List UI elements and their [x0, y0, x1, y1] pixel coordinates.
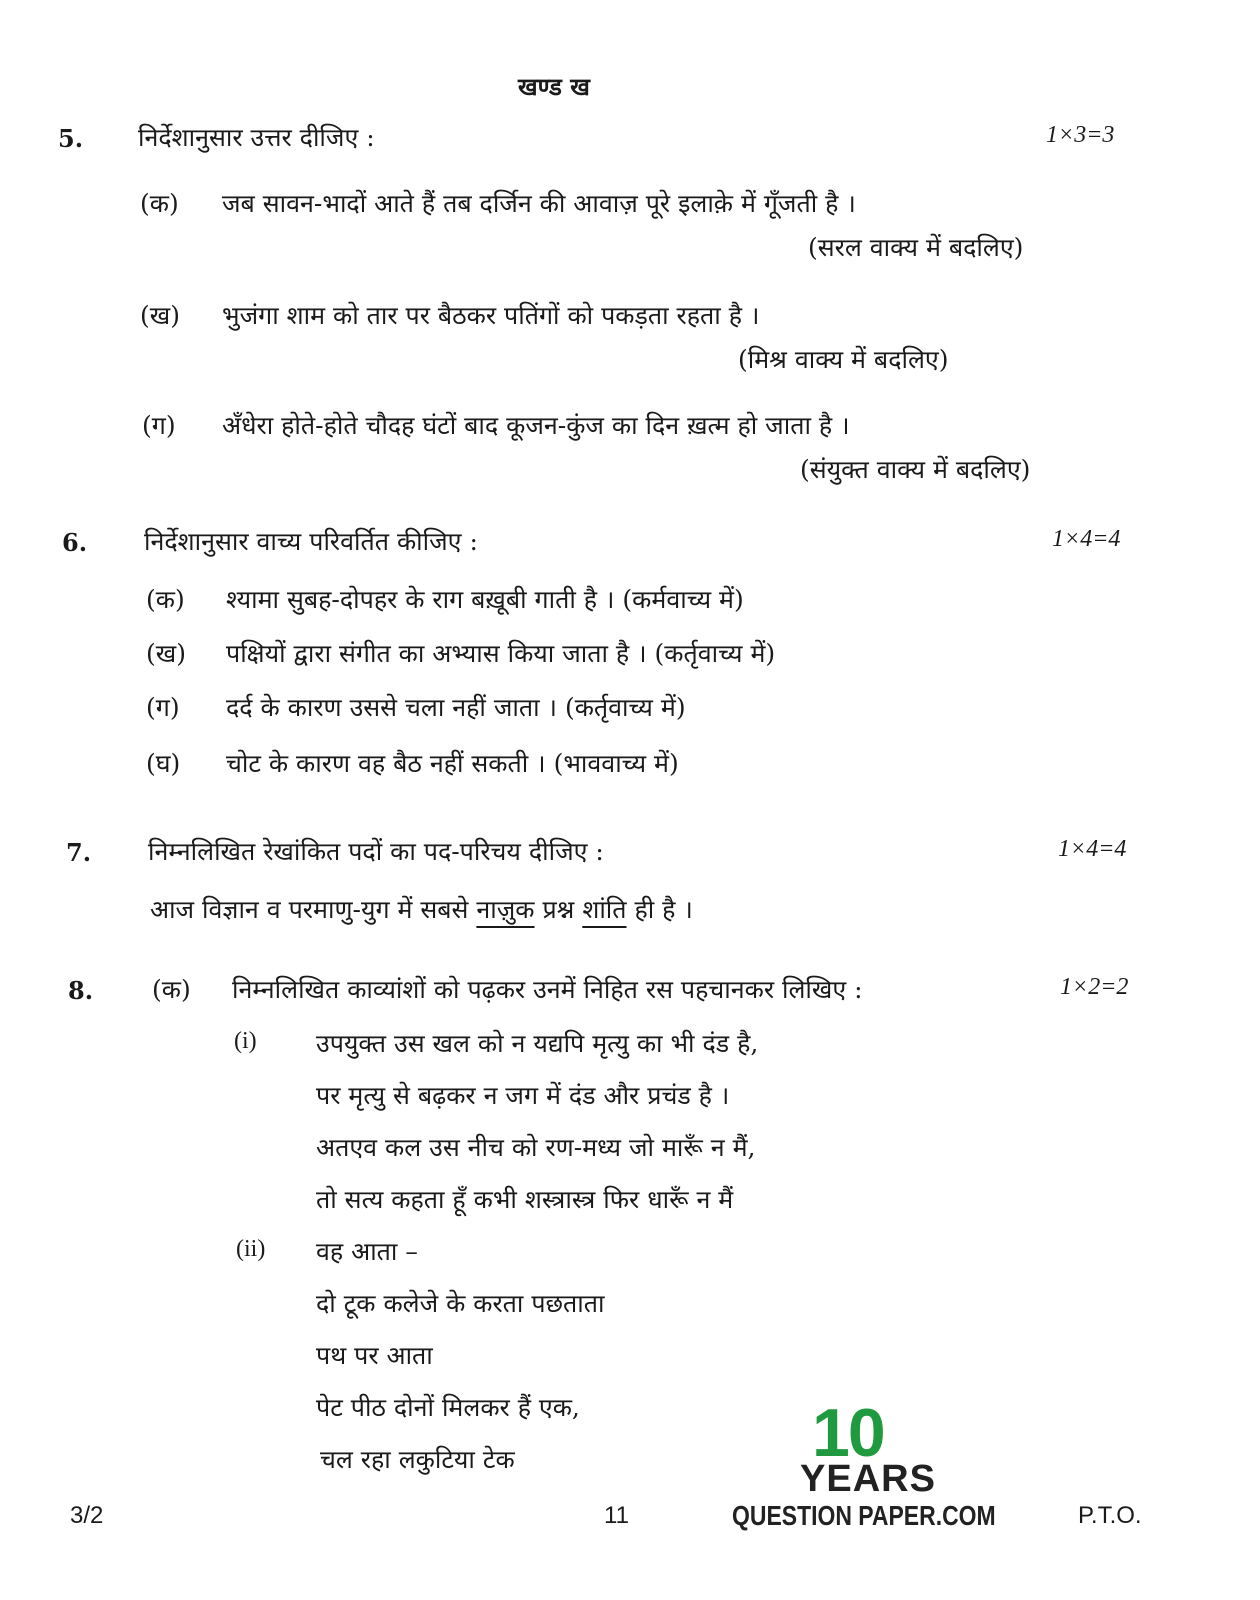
sentence-text: आज विज्ञान व परमाणु-युग में सबसे — [150, 895, 477, 924]
watermark-years: YEARS — [800, 1458, 936, 1500]
paper-code: 3/2 — [70, 1502, 104, 1529]
poem-line: चल रहा लकुटिया टेक — [320, 1445, 515, 1474]
underlined-word: नाज़ुक — [476, 895, 535, 924]
part-label: (घ) — [146, 749, 181, 778]
marks-label: 1×4=4 — [1052, 526, 1121, 552]
part-label: (ग) — [146, 693, 180, 722]
question-instruction: निम्नलिखित काव्यांशों को पढ़कर उनमें निहित रस पहचानकर लिखिए : — [232, 975, 863, 1004]
part-text: पक्षियों द्वारा संगीत का अभ्यास किया जाता है । (कर्तृवाच्य में) — [226, 639, 776, 668]
poem-line: पर मृत्यु से बढ़कर न जग में दंड और प्रचंड है । — [316, 1081, 730, 1110]
part-text: अँधेरा होते-होते चौदह घंटों बाद कूजन-कुंज का दिन ख़त्म हो जाता है । — [222, 411, 850, 440]
question-sentence — [150, 892, 693, 926]
underlined-word: शांति — [582, 895, 627, 924]
part-text: दर्द के कारण उससे चला नहीं जाता । (कर्तृवाच्य में) — [226, 693, 686, 722]
question-instruction: निम्नलिखित रेखांकित पदों का पद-परिचय दीजिए : — [148, 837, 604, 866]
question-number: 8. — [68, 976, 94, 1005]
watermark-number: 10 — [812, 1395, 884, 1471]
section-title: खण्ड ख — [518, 72, 590, 101]
part-instruction-note: (सरल वाक्य में बदलिए) — [808, 233, 1024, 262]
poem-line: तो सत्य कहता हूँ कभी शस्त्रास्त्र फिर धारूँ न मैं — [316, 1185, 734, 1214]
question-instruction: निर्देशानुसार उत्तर दीजिए : — [138, 123, 375, 152]
marks-label: 1×2=2 — [1060, 974, 1129, 1000]
poem-line: उपयुक्त उस खल को न यद्यपि मृत्यु का भी दंड है, — [316, 1029, 759, 1058]
poem-label: (ii) — [236, 1236, 266, 1262]
pto-label: P.T.O. — [1078, 1502, 1142, 1529]
page-number: 11 — [604, 1502, 629, 1529]
part-instruction-note: (मिश्र वाक्य में बदलिए) — [738, 345, 949, 374]
part-label: (ख) — [140, 301, 180, 330]
sentence-text: ही है । — [626, 895, 693, 924]
poem-line: दो टूक कलेजे के करता पछताता — [316, 1289, 605, 1318]
poem-line: पथ पर आता — [316, 1341, 433, 1370]
part-label: (क) — [140, 189, 179, 218]
part-label: (ख) — [146, 639, 186, 668]
part-text: श्यामा सुबह-दोपहर के राग बख़ूबी गाती है । (कर्मवाच्य में) — [226, 585, 744, 614]
question-number: 7. — [66, 838, 92, 867]
poem-line: अतएव कल उस नीच को रण-मध्य जो मारूँ न मैं, — [316, 1133, 756, 1162]
question-number: 5. — [58, 124, 84, 153]
question-number: 6. — [62, 528, 88, 557]
poem-line: वह आता – — [316, 1237, 418, 1266]
marks-label: 1×4=4 — [1058, 836, 1127, 862]
part-instruction-note: (संयुक्त वाक्य में बदलिए) — [800, 455, 1031, 484]
part-label: (ग) — [142, 411, 176, 440]
question-instruction: निर्देशानुसार वाच्य परिवर्तित कीजिए : — [144, 527, 478, 556]
sentence-text: प्रश्न — [534, 895, 583, 924]
marks-label: 1×3=3 — [1046, 122, 1115, 148]
poem-line: पेट पीठ दोनों मिलकर हैं एक, — [316, 1393, 580, 1422]
part-label: (क) — [152, 975, 191, 1004]
watermark-site: QUESTION PAPER.COM — [732, 1500, 996, 1531]
part-text: जब सावन-भादों आते हैं तब दर्जिन की आवाज़ पूरे इलाक़े में गूँजती है । — [222, 189, 856, 218]
part-text: चोट के कारण वह बैठ नहीं सकती । (भाववाच्य में) — [226, 749, 679, 778]
part-text: भुजंगा शाम को तार पर बैठकर पतिंगों को पकड़ता रहता है । — [222, 301, 760, 330]
poem-label: (i) — [234, 1028, 257, 1054]
part-label: (क) — [146, 585, 185, 614]
